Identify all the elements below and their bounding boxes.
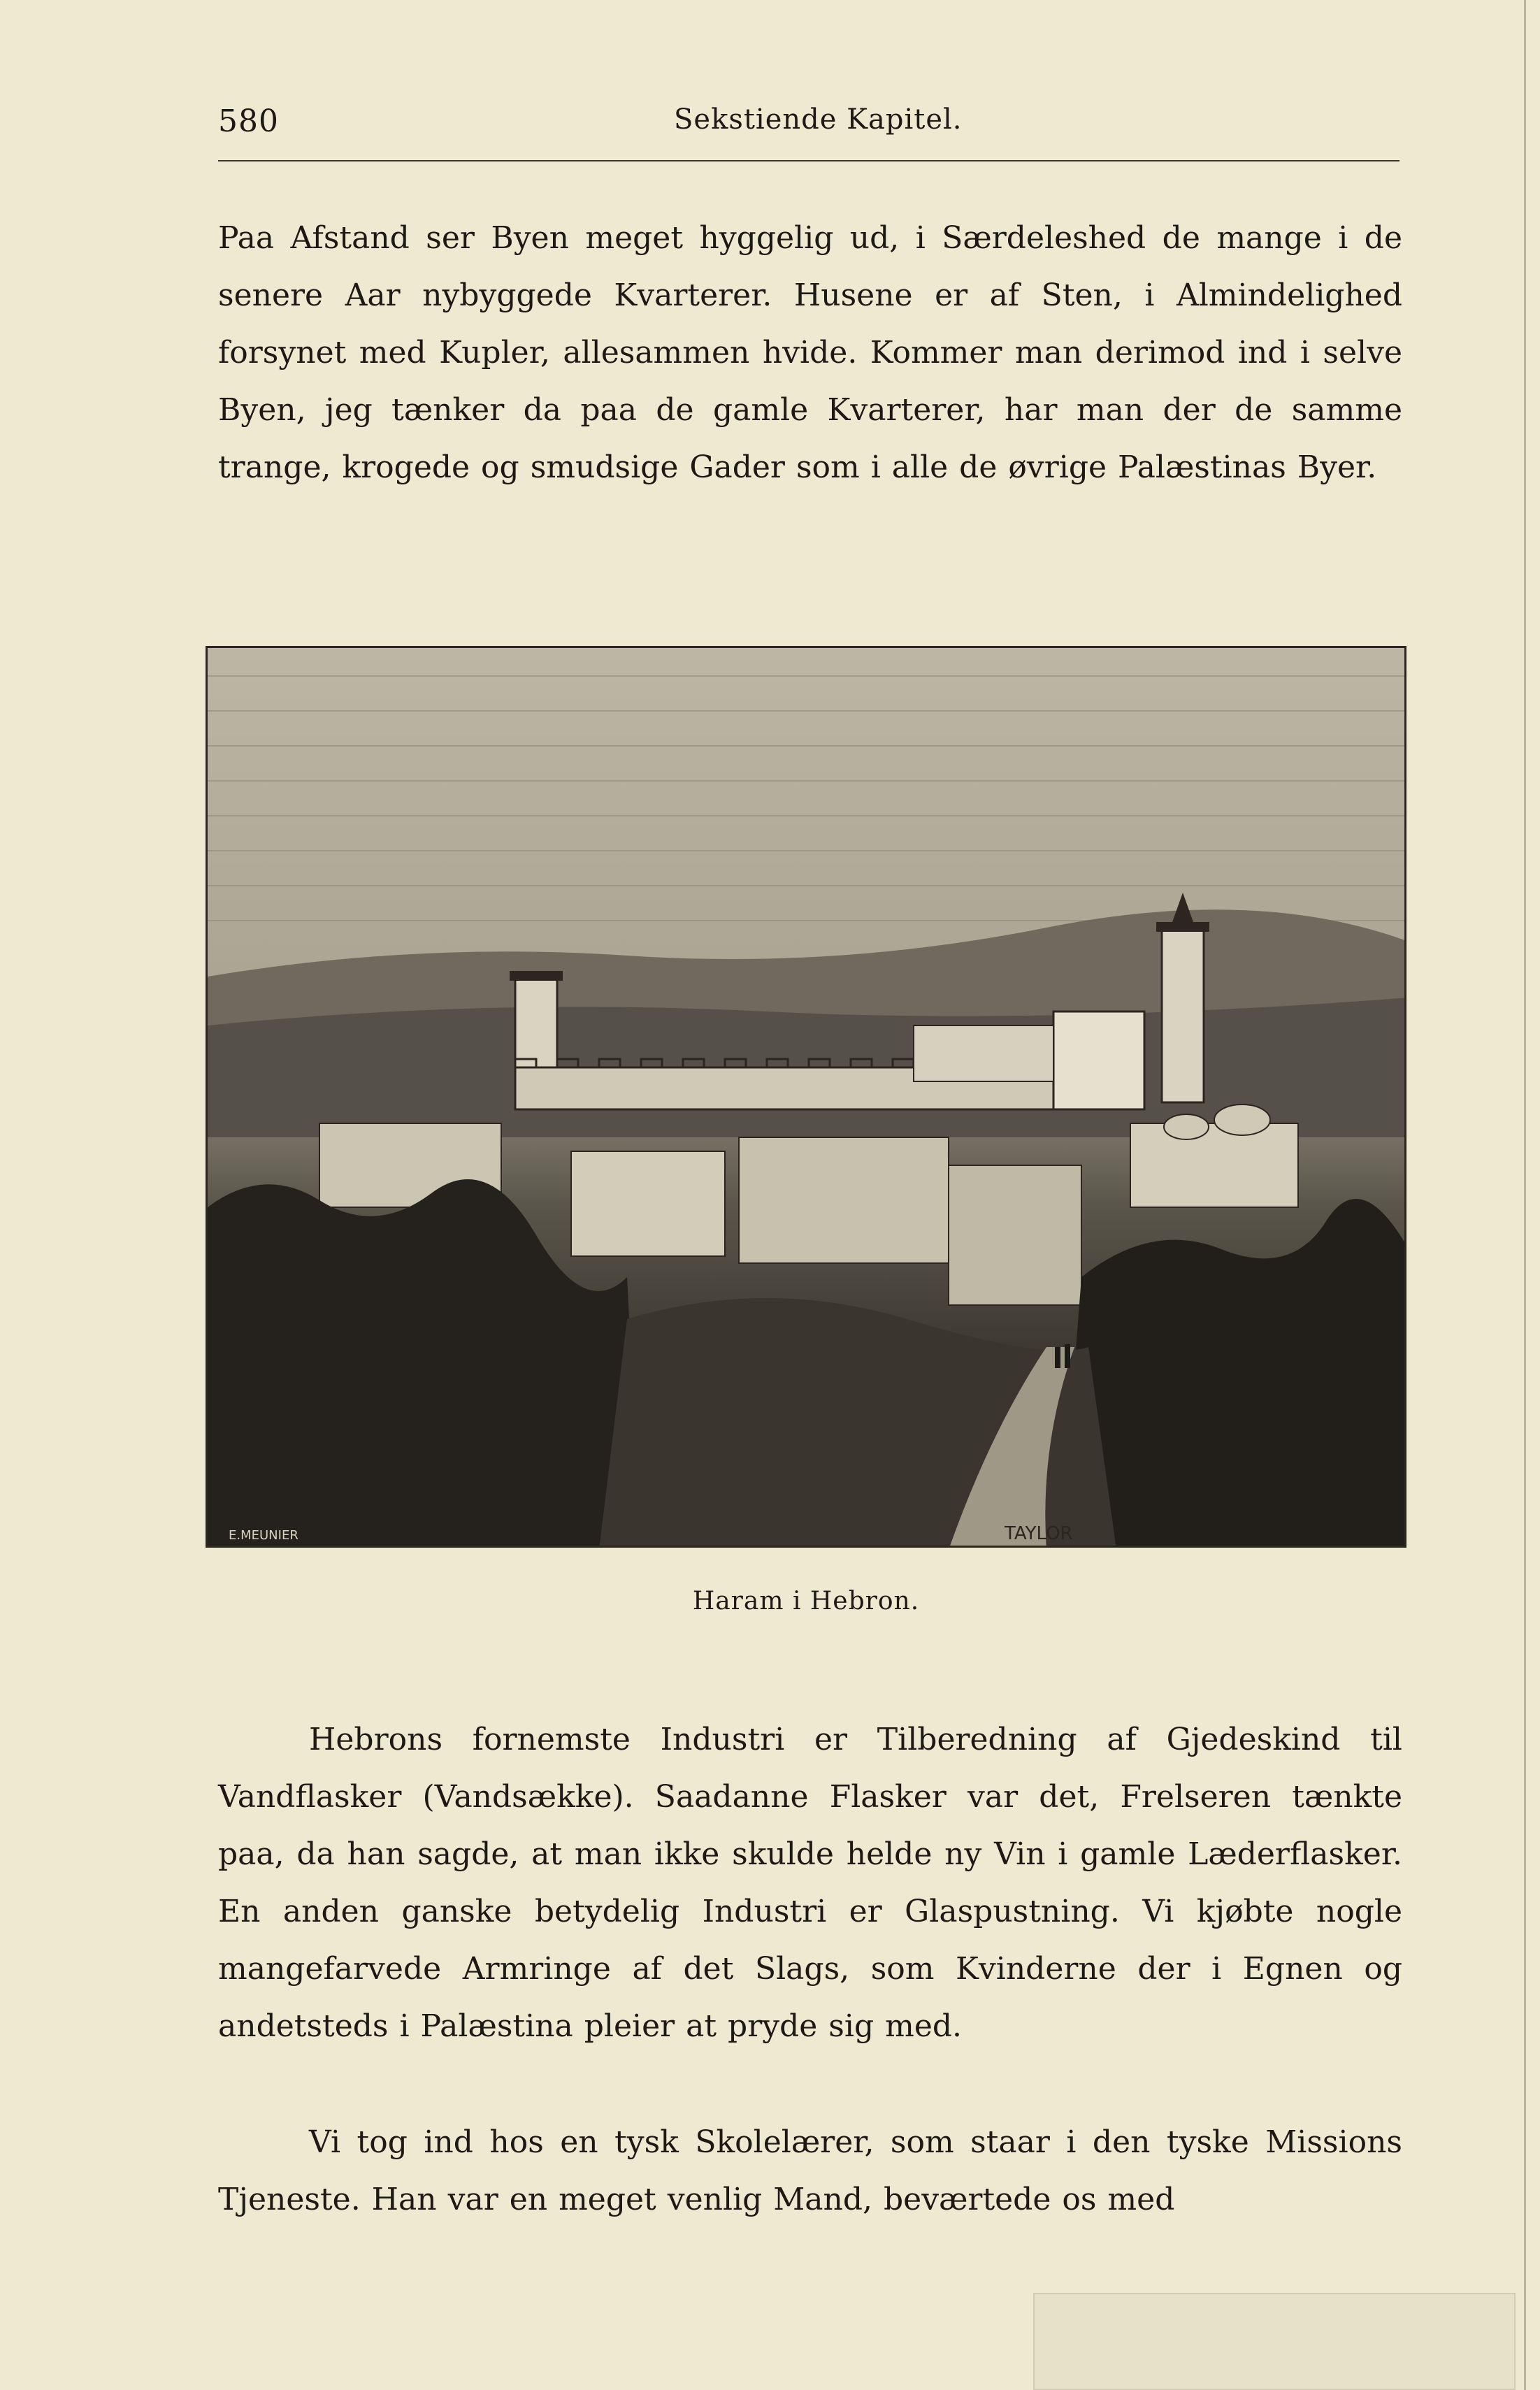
paragraph-1: Paa Afstand ser Byen meget hyggelig ud, i Særdeleshed de mange i de senere Aar nybyggede Kvarterer. Husene er af Sten, i Almindelighed forsynet med Kupler, allesammen hvide. Kommer man derimod ind i selve Byen, jeg tænker da paa de gamle Kvarterer, har man der de samme trange, krogede og smudsige Gader som i alle de øvrige Palæstinas Byer. <box>218 220 1402 485</box>
engraving-figure <box>206 646 1406 1548</box>
engraving-drawing <box>208 648 1406 1548</box>
page-number: 580 <box>218 103 279 139</box>
engraver-signature-right: TAYLOR <box>1005 1523 1073 1544</box>
paragraph-3 <box>218 2114 1402 2229</box>
running-head: Sekstiende Kapitel. <box>674 103 963 136</box>
scan-label-box <box>1033 2293 1516 2390</box>
engraving-illustration <box>206 646 1406 1548</box>
paragraph-3-text: Vi tog ind hos en tysk Skolelærer, som staar i den tyske Missions Tjeneste. Han var en meget venlig Mand, beværtede os med <box>218 2124 1402 2217</box>
page-header <box>218 103 1399 145</box>
engraver-signature-left: E.MEUNIER <box>229 1528 298 1543</box>
paragraph-2: Hebrons fornemste Industri er Tilberedning af Gjedeskind til Vandflasker (Vandsække). Saadanne Flasker var det, Frelseren tænkte paa, da han sagde, at man ikke skulde helde ny Vin i gamle Læderflasker. En anden ganske betydelig Industri er Glaspustning. Vi kjøbte nogle mangefarvede Armringe af det Slags, som Kvinderne der i Egnen og andetsteds i Palæstina pleier at pryde sig med. <box>218 1722 1402 2044</box>
page-gutter <box>1524 0 1526 2390</box>
header-rule <box>218 160 1399 161</box>
figure-caption: Haram i Hebron. <box>692 1587 920 1615</box>
